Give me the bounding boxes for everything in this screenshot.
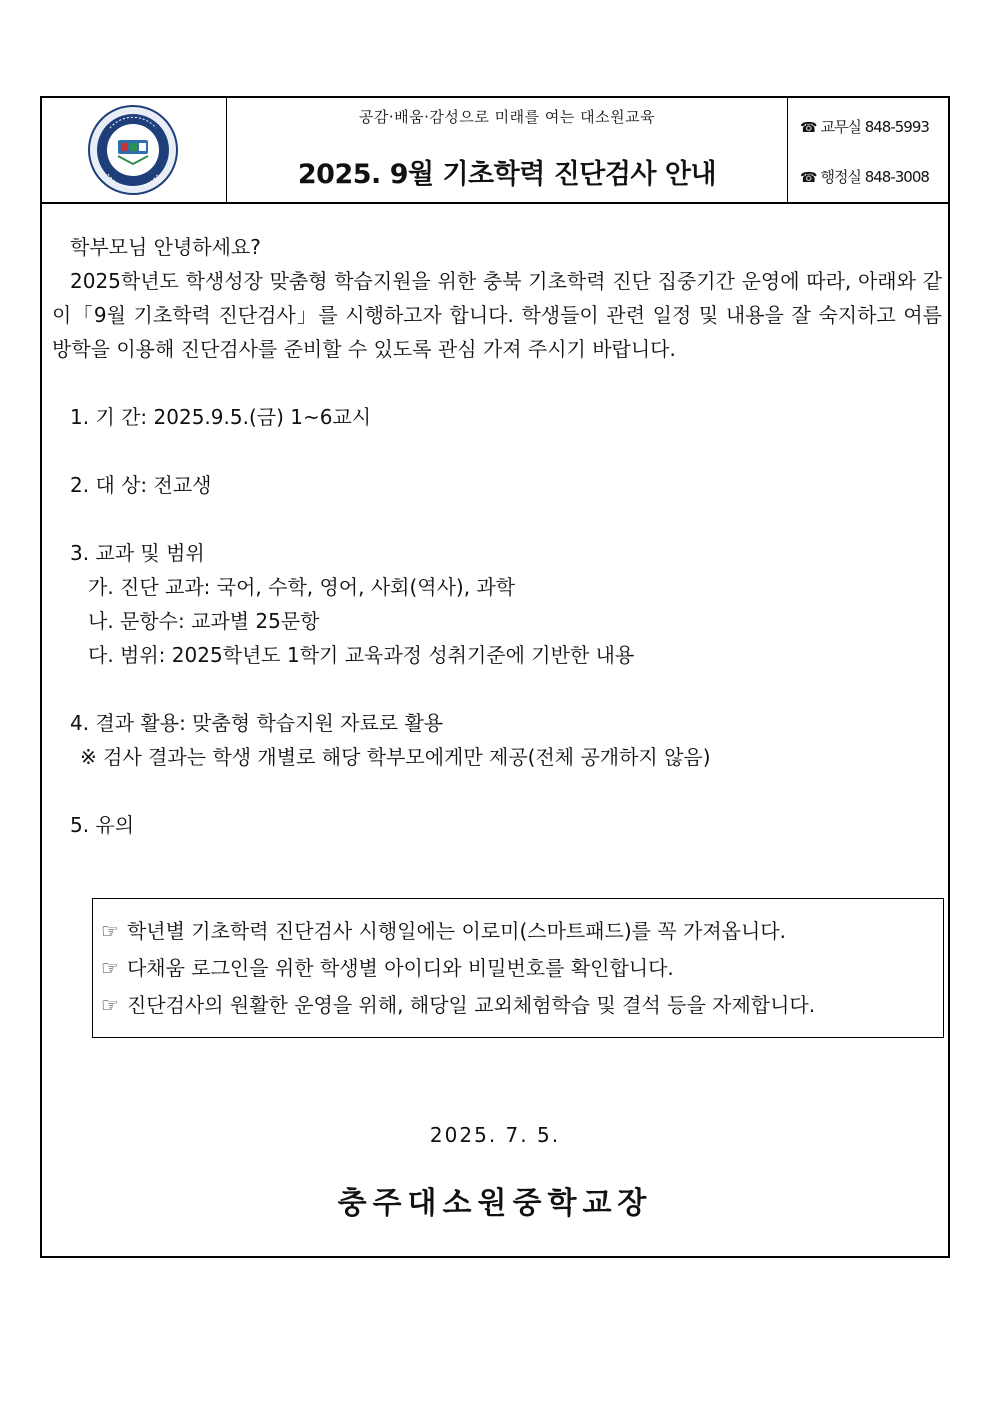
greeting: 학부모님 안녕하세요? [70,235,261,259]
document-frame [40,96,950,1258]
contact-admin-office [800,166,929,187]
item-target: 2. 대 상: 전교생 [70,473,212,497]
caution-item [101,987,943,1024]
caution-item [101,913,943,950]
letter-body [52,230,942,842]
caution-box [92,898,944,1038]
pointing-hand-icon: ☞ [101,993,119,1017]
school-emblem-icon [42,98,226,202]
school-slogan: 공감·배움·감성으로 미래를 여는 대소원교육 [358,108,656,126]
title-cell [227,98,788,202]
telephone-icon: ☎ [800,120,817,136]
caution-item [101,950,943,987]
item-result-note: ※ 검사 결과는 학생 개별로 해당 학부모에게만 제공(전체 공개하지 않음) [80,745,711,769]
document-title: 2025. 9월 기초학력 진단검사 안내 [297,159,717,190]
contact-academic-office [800,116,929,137]
item-question-count: 나. 문항수: 교과별 25문항 [88,609,320,633]
issue-date: 2025. 7. 5. [429,1123,561,1147]
item-subjects-heading: 3. 교과 및 범위 [70,541,205,565]
pointing-hand-icon: ☞ [101,956,119,980]
item-period: 1. 기 간: 2025.9.5.(금) 1~6교시 [70,405,372,429]
contact-text: 행정실 848-3008 [820,168,929,186]
item-result-usage: 4. 결과 활용: 맞춤형 학습지원 자료로 활용 [70,711,444,735]
pointing-hand-icon: ☞ [101,919,119,943]
contact-cell [788,98,948,202]
caution-text: 학년별 기초학력 진단검사 시행일에는 이로미(스마트패드)를 꼭 가져옵니다. [126,919,786,943]
item-subjects: 가. 진단 교과: 국어, 수학, 영어, 사회(역사), 과학 [88,575,516,599]
item-caution-heading: 5. 유의 [70,813,135,837]
caution-text: 진단검사의 원활한 운영을 위해, 해당일 교외체험학습 및 결석 등을 자제합니다. [126,993,816,1017]
caution-text: 다채움 로그인을 위한 학생별 아이디와 비밀번호를 확인합니다. [126,956,674,980]
document-header [42,98,948,204]
item-scope: 다. 범위: 2025학년도 1학기 교육과정 성취기준에 기반한 내용 [88,643,635,667]
contact-text: 교무실 848-5993 [820,118,929,136]
telephone-icon: ☎ [800,170,817,186]
signer-name: 충주대소원중학교장 [337,1186,653,1221]
logo-cell [42,98,227,202]
intro-paragraph: 2025학년도 학생성장 맞춤형 학습지원을 위한 충북 기초학력 진단 집중기간 운영에 따라, 아래와 같이「9월 기초학력 진단검사」를 시행하고자 합니다. 학생들이 관련 일정 및 내용을 잘 숙지하고 여름 방학을 이용해 진단검사를 준비할 수 있도록 관심 가져 주시기 바랍니다. [52,269,942,361]
